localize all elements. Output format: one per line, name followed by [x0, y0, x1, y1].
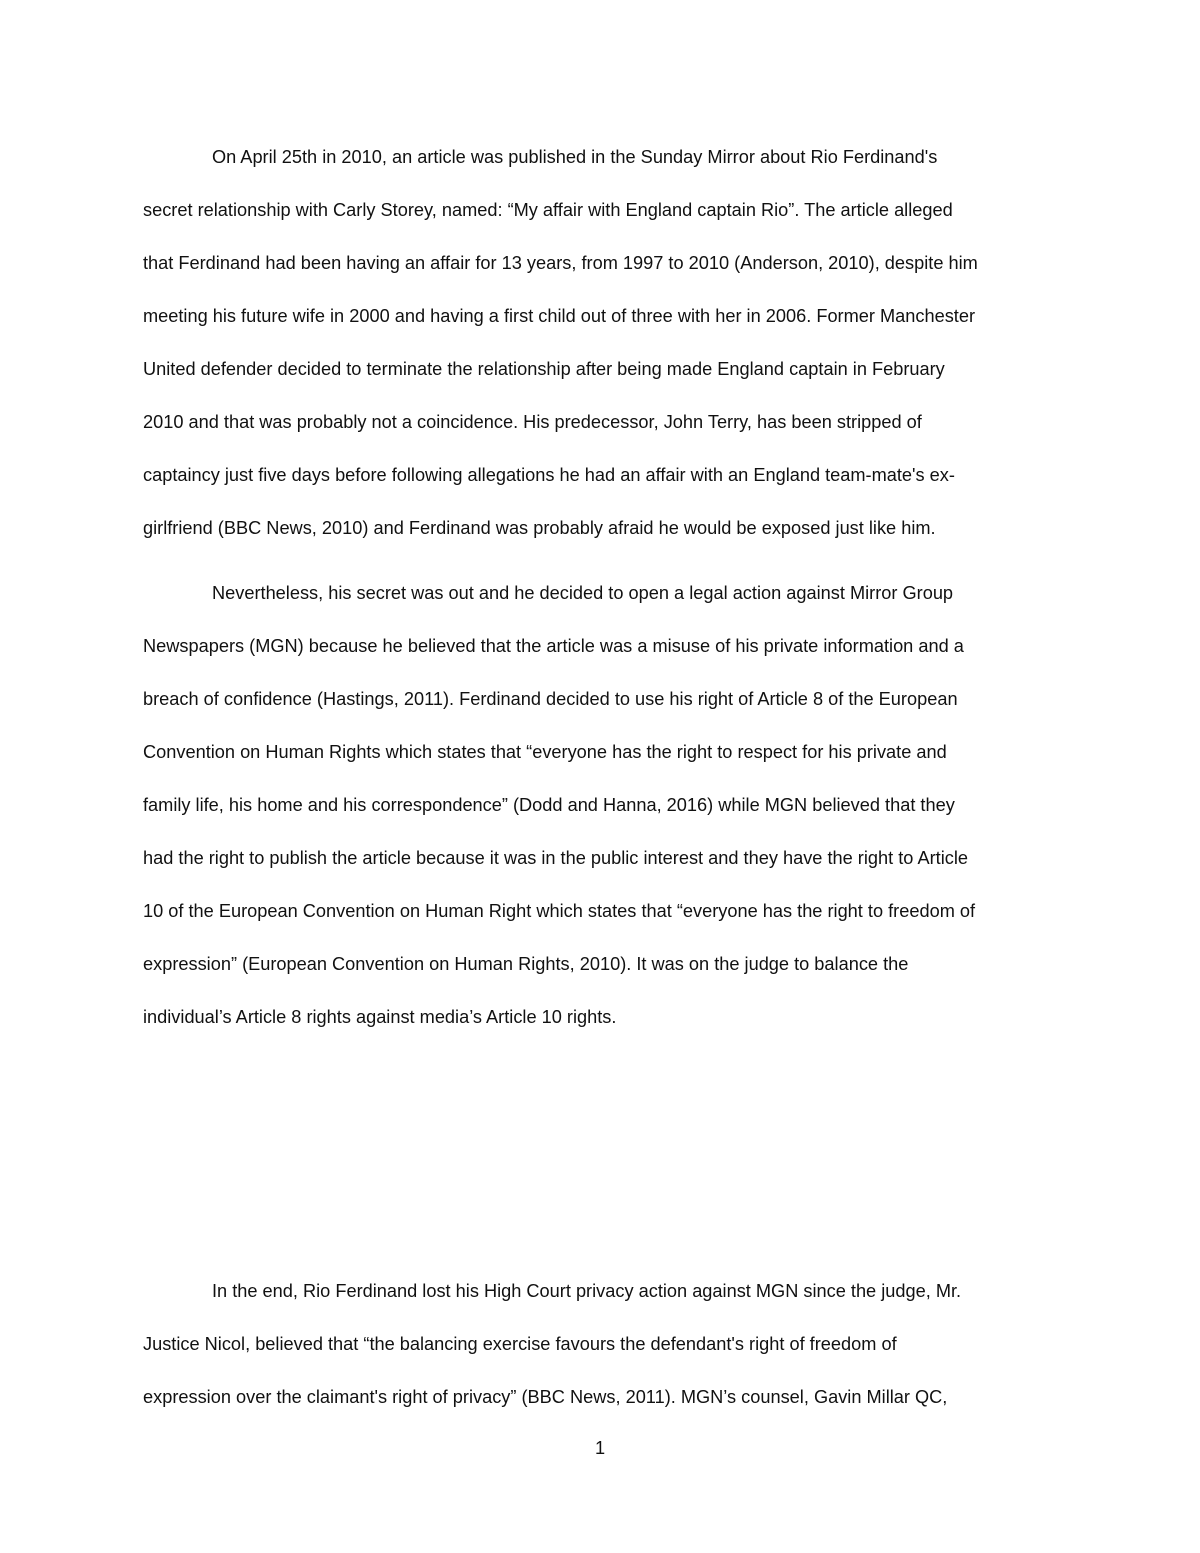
text-line: Nevertheless, his secret was out and he decided to open a legal action against Mirror Group: [212, 583, 954, 603]
text-line: expression over the claimant's right of privacy” (BBC News, 2011). MGN’s counsel, Gavin Millar QC,: [143, 1387, 948, 1407]
text-line: United defender decided to terminate the relationship after being made England captain in February: [143, 359, 945, 379]
text-line: expression” (European Convention on Human Rights, 2010). It was on the judge to balance the: [143, 954, 909, 974]
text-line: breach of confidence (Hastings, 2011). Ferdinand decided to use his right of Article 8 of the European: [143, 689, 958, 709]
text-line: meeting his future wife in 2000 and having a first child out of three with her in 2006. Former Manchester: [143, 306, 976, 326]
text-line: girlfriend (BBC News, 2010) and Ferdinand was probably afraid he would be exposed just like him.: [143, 518, 936, 538]
text-line: Justice Nicol, believed that “the balancing exercise favours the defendant's right of freedom of: [143, 1334, 897, 1354]
text-line: Convention on Human Rights which states that “everyone has the right to respect for his private and: [143, 742, 947, 762]
text-line: individual’s Article 8 rights against media’s Article 10 rights.: [143, 1007, 617, 1027]
text-line: In the end, Rio Ferdinand lost his High Court privacy action against MGN since the judge, Mr.: [212, 1281, 962, 1301]
text-line: 10 of the European Convention on Human Right which states that “everyone has the right to freedom of: [143, 901, 976, 921]
page-number: 1: [594, 1438, 606, 1458]
text-line: 2010 and that was probably not a coincidence. His predecessor, John Terry, has been stripped of: [143, 412, 922, 432]
text-line: family life, his home and his correspondence” (Dodd and Hanna, 2016) while MGN believed that they: [143, 795, 955, 815]
text-line: secret relationship with Carly Storey, named: “My affair with England captain Rio”. The article alleged: [143, 200, 953, 220]
paragraph-3: [143, 1280, 1058, 1439]
paragraph-2: [143, 582, 1058, 1059]
text-line: that Ferdinand had been having an affair for 13 years, from 1997 to 2010 (Anderson, 2010), despite him: [143, 253, 978, 273]
text-line: On April 25th in 2010, an article was published in the Sunday Mirror about Rio Ferdinand's: [212, 147, 938, 167]
text-line: captaincy just five days before following allegations he had an affair with an England team-mate's ex-: [143, 465, 955, 485]
text-line: had the right to publish the article because it was in the public interest and they have the right to Article: [143, 848, 968, 868]
paragraph-1: [143, 146, 1058, 570]
text-line: Newspapers (MGN) because he believed that the article was a misuse of his private information and a: [143, 636, 964, 656]
